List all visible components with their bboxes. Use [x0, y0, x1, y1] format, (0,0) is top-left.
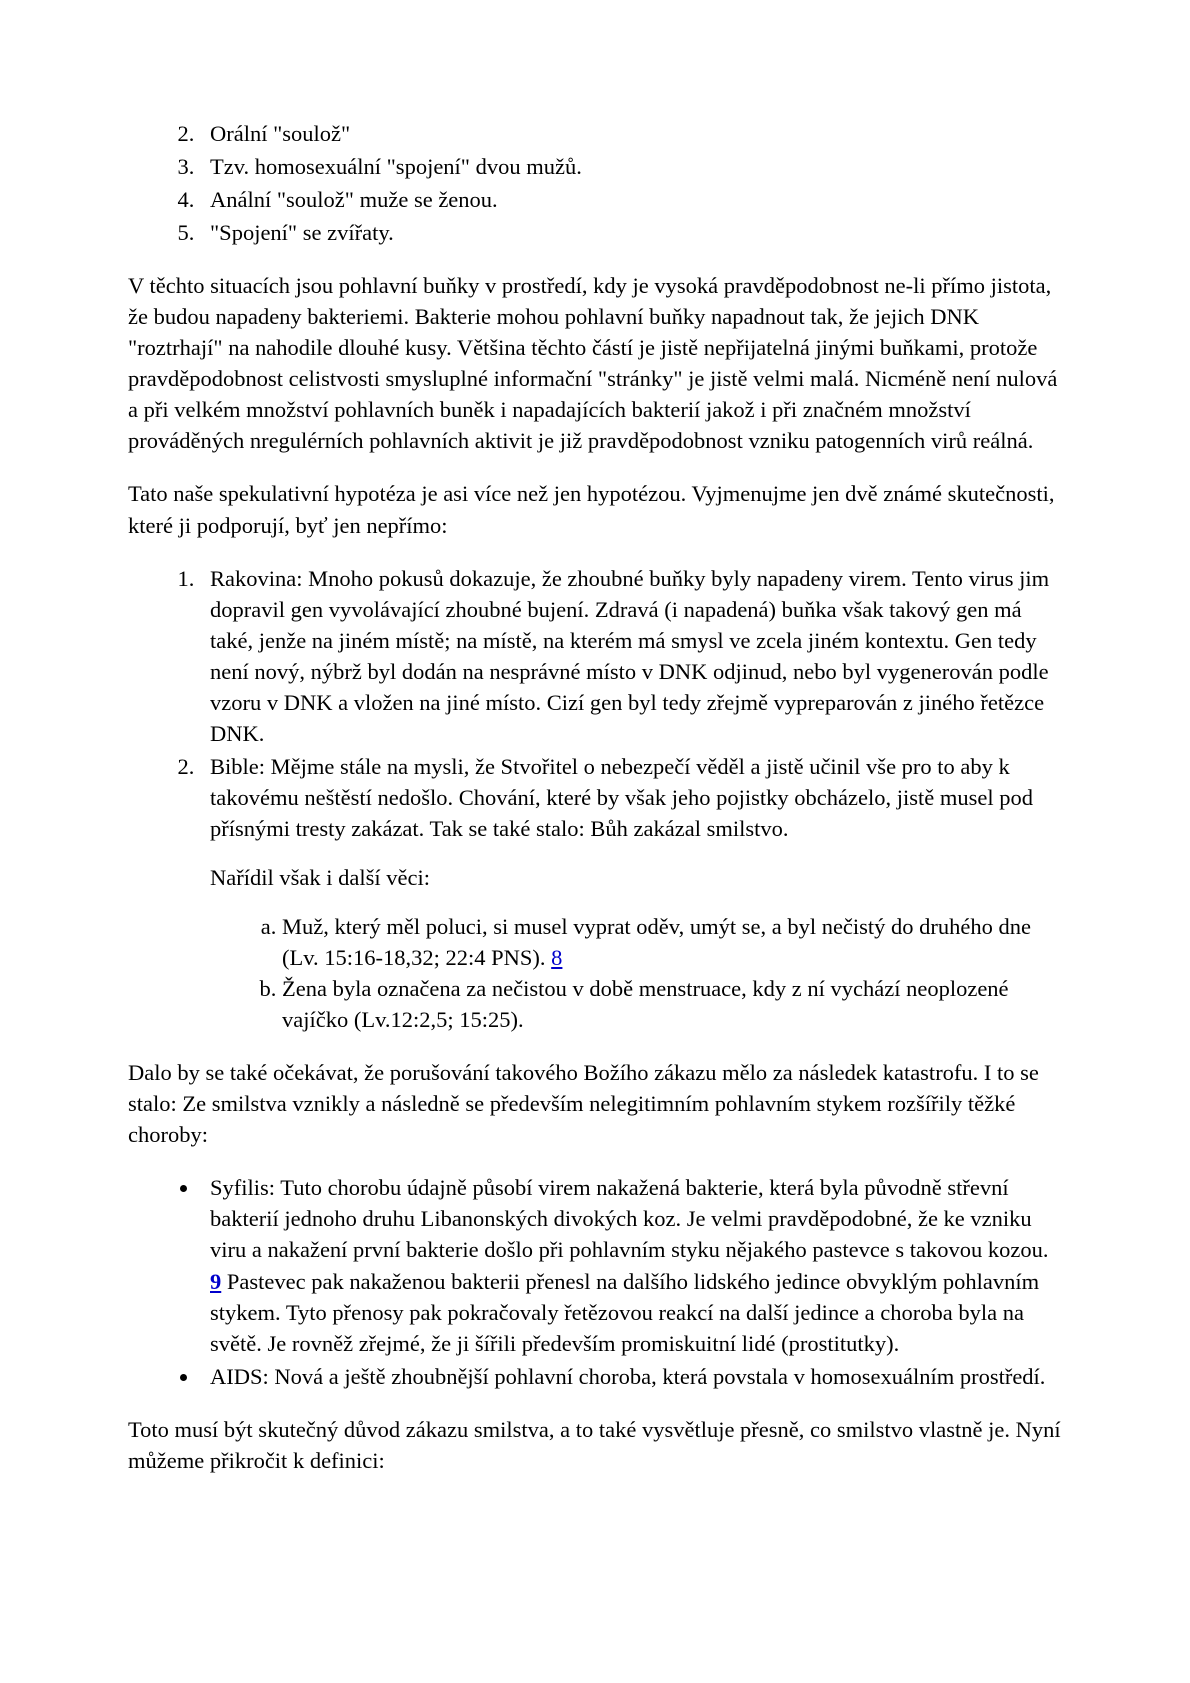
- list-item-text: Muž, který měl poluci, si musel vyprat oděv, umýt se, a byl nečistý do druhého dne (Lv. 15:16-18,32; 22:4 PNS).: [282, 914, 1032, 971]
- sexual-acts-list: [128, 118, 1062, 248]
- list-item-text: Rakovina: Mnoho pokusů dokazuje, že zhoubné buňky byly napadeny virem. Tento virus jim dopravil gen vyvolávající zhoubné bujení. Zdravá (i napadená) buňka však takový gen má také, jenže na jiném místě; na místě, na kterém má smysl ve zcela jiném kontextu. Gen tedy není nový, nýbrž byl dodán na nesprávné místo v DNK odjinud, nebo byl vygenerován podle vzoru v DNK a vložen na jiné místo. Cizí gen byl tedy zřejmě vypreparován z jiného řetězce DNK.: [210, 565, 1050, 746]
- narizeni-intro: Nařídil však i další věci:: [210, 864, 430, 890]
- list-item: [200, 1361, 1062, 1392]
- list-item-text: Orální "soulož": [210, 121, 351, 146]
- list-item-text: "Spojení" se zvířaty.: [210, 220, 394, 246]
- list-item: [200, 217, 1062, 248]
- list-item: [200, 184, 1062, 215]
- footnote-link-8[interactable]: 8: [551, 945, 563, 971]
- list-item-text-cont: Pastevec pak nakaženou bakterii přenesl na dalšího lidského jedince obvyklým pohlavním stykem. Tyto přenosy pak pokračovaly řetězovou reakcí na další jedince a choroba byla na světě. Je rovněž zřejmé, že ji šířili především promiskuitní lidé (prostitutky).: [210, 1268, 1040, 1356]
- paragraph-consequences: Dalo by se také očekávat, že porušování takového Božího zákazu mělo za následek katastrofu. I to se stalo: Ze smilstva vznikly a následně se především nelegitimním pohlavním stykem rozšířily těžké choroby:: [128, 1060, 1039, 1148]
- narizeni-list: [210, 911, 1062, 1035]
- list-item-text: Anální "soulož" muže se ženou.: [210, 187, 498, 213]
- list-item-text: Bible: Mějme stále na mysli, že Stvořitel o nebezpečí věděl a jistě učinil vše pro to aby k takovému neštěstí nedošlo. Chování, které by však jeho pojistky obcházelo, jistě musel pod přísnými tresty zakázat. Tak se také stalo: Bůh zakázal smilstvo.: [210, 753, 1033, 841]
- diseases-list: [128, 1172, 1062, 1391]
- document-body: [128, 118, 1062, 1476]
- paragraph-bacteria-dna: V těchto situacích jsou pohlavní buňky v prostředí, kdy je vysoká pravděpodobnost ne-li přímo jistota, že budou napadeny bakteriemi. Bakterie mohou pohlavní buňky napadnout tak, že jejich DNK "roztrhají" na nahodile dlouhé kusy. Většina těchto částí je jistě nepřijatelná jinými buňkami, protože pravděpodobnost celistvosti smysluplné informační "stránky" je jistě velmi malá. Nicméně není nulová a při velkém množství pohlavních buněk i napadajících bakterií jakož i při značném množství prováděných nregulérních pohlavních aktivit je již pravděpodobnost vzniku patogenních virů reálná.: [128, 273, 1058, 454]
- list-item-text: AIDS: Nová a ještě zhoubnější pohlavní choroba, která povstala v homosexuálním prostředí.: [210, 1363, 1046, 1389]
- list-item: [200, 118, 1062, 149]
- list-item: [282, 973, 1062, 1035]
- list-item: [200, 751, 1062, 1035]
- footnote-link-9[interactable]: 9: [210, 1268, 222, 1294]
- paragraph-hypothesis: Tato naše spekulativní hypotéza je asi více než jen hypotézou. Vyjmenujme jen dvě známé skutečnosti, které ji podporují, byť jen nepřímo:: [128, 481, 1055, 538]
- list-item: [282, 911, 1062, 973]
- list-item: [200, 563, 1062, 749]
- list-item: [200, 151, 1062, 182]
- list-item-text: Žena byla označena za nečistou v době menstruace, kdy z ní vychází neoplozené vajíčko (Lv.12:2,5; 15:25).: [282, 976, 1009, 1033]
- list-item-text: Syfilis: Tuto chorobu údajně působí virem nakažená bakterie, která byla původně střevní bakterií jednoho druhu Libanonských divokých koz. Je velmi pravděpodobné, že ke vzniku viru a nakažení první bakterie došlo při pohlavním styku nějakého pastevce s takovou kozou.: [210, 1175, 1049, 1263]
- supporting-facts-list: [128, 563, 1062, 1036]
- list-item-text: Tzv. homosexuální "spojení" dvou mužů.: [210, 154, 582, 180]
- paragraph-conclusion: Toto musí být skutečný důvod zákazu smilstva, a to také vysvětluje přesně, co smilstvo vlastně je. Nyní můžeme přikročit k definici:: [128, 1416, 1061, 1473]
- list-item: [200, 1172, 1062, 1358]
